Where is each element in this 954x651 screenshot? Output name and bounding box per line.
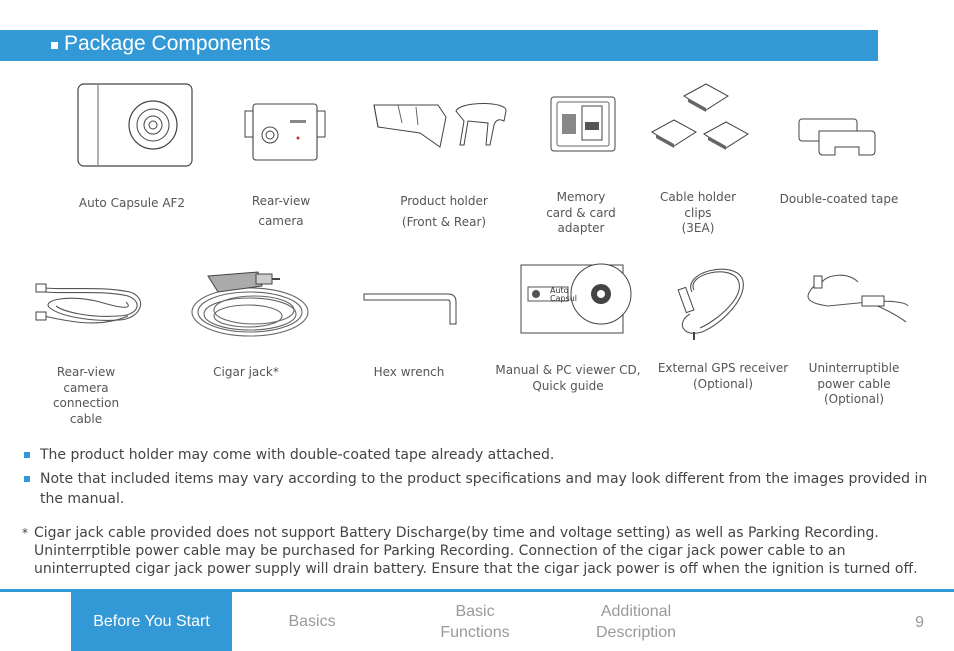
caption-line: adapter bbox=[557, 221, 605, 235]
gps-caption bbox=[652, 361, 794, 392]
notes-list bbox=[24, 445, 934, 513]
manual-cover-line: Capsul bbox=[550, 294, 578, 303]
caption-line: Memory bbox=[556, 190, 606, 204]
caption-line: External GPS receiver bbox=[657, 361, 789, 375]
tab-basics[interactable] bbox=[252, 592, 372, 651]
caption-line: camera bbox=[258, 214, 304, 228]
power-cable-image bbox=[788, 262, 912, 330]
caption-line: Uninterruptible bbox=[808, 361, 900, 375]
hex-wrench-image bbox=[362, 290, 462, 330]
caption-line: card & card bbox=[546, 205, 616, 220]
tape-caption: Double-coated tape bbox=[779, 192, 899, 206]
cigar-jack-caption: Cigar jack* bbox=[213, 365, 279, 379]
caption-line: (Optional) bbox=[692, 376, 754, 391]
caption-line: Manual & PC viewer CD, bbox=[495, 363, 641, 377]
tab-basic-functions[interactable] bbox=[410, 592, 540, 651]
caption-line: Cable holder bbox=[659, 190, 737, 204]
manual-cd-image bbox=[520, 264, 624, 338]
cigar-jack-image bbox=[188, 266, 314, 350]
caption-line: (Optional) bbox=[823, 392, 885, 406]
power-cable-caption bbox=[796, 361, 912, 408]
caption-line: (3EA) bbox=[681, 221, 715, 235]
manual-cover-label bbox=[550, 287, 577, 303]
rear-cable-image bbox=[30, 272, 146, 342]
gps-image bbox=[672, 262, 748, 346]
tab-label: Basics bbox=[288, 613, 336, 630]
auto-capsule-image bbox=[77, 83, 193, 171]
cable-clips-image bbox=[648, 82, 766, 158]
rear-camera-image bbox=[244, 103, 326, 165]
memory-card-image bbox=[550, 96, 616, 156]
caption-line: (Front & Rear) bbox=[401, 215, 487, 229]
auto-capsule-caption: Auto Capsule AF2 bbox=[78, 196, 186, 210]
bullet-square bbox=[24, 452, 30, 458]
bullet-square bbox=[24, 476, 30, 482]
caption-line: cable bbox=[69, 411, 103, 426]
tab-before-you-start[interactable] bbox=[71, 592, 232, 651]
rear-camera-caption bbox=[236, 191, 326, 231]
tab-label: Basic bbox=[455, 602, 495, 620]
list-item bbox=[24, 469, 934, 509]
footnote-text: Cigar jack cable provided does not support Battery Discharge(by time and voltage setting) as well as Parking Recording. Uninterrptible power cable may be purchased for Parking Recording. Connection of the cigar jack power cable to an uninterrupted cigar jack power supply will drain battery. Ensure that the cigar jack power is off when the ignition is turned off. bbox=[34, 525, 918, 577]
caption-line: camera bbox=[63, 380, 109, 395]
page-title: Package Components bbox=[64, 32, 271, 55]
caption-line: connection bbox=[52, 396, 120, 410]
caption-line: power cable bbox=[817, 376, 891, 391]
caption-line: Product holder bbox=[400, 194, 488, 208]
list-item bbox=[24, 445, 934, 465]
caption-line: clips bbox=[684, 205, 712, 220]
tab-label: Additional bbox=[600, 602, 672, 620]
tab-label: Description bbox=[595, 623, 677, 641]
tab-additional-description[interactable] bbox=[566, 592, 706, 651]
tape-image bbox=[797, 117, 877, 161]
cable-clips-caption bbox=[650, 190, 746, 237]
product-holder-caption bbox=[384, 191, 504, 233]
caption-line: Rear-view bbox=[251, 194, 311, 208]
hex-wrench-caption: Hex wrench bbox=[373, 365, 445, 379]
caption-line: Rear-view bbox=[56, 365, 116, 379]
tab-label: Before You Start bbox=[93, 613, 210, 630]
tab-label: Functions bbox=[440, 623, 510, 641]
manual-cd-caption bbox=[492, 363, 644, 394]
page-number: 9 bbox=[915, 614, 924, 631]
product-holder-image bbox=[368, 99, 514, 158]
footer-nav bbox=[0, 589, 954, 651]
caption-line: Quick guide bbox=[532, 378, 604, 393]
footnote-marker: * bbox=[22, 526, 28, 540]
note-text: The product holder may come with double-coated tape already attached. bbox=[40, 447, 555, 463]
header-bullet bbox=[51, 42, 58, 49]
note-text: Note that included items may vary according to the product specifications and may look different from the images provided in the manual. bbox=[40, 471, 928, 507]
rear-cable-caption bbox=[40, 365, 132, 427]
manual-cover-line: Auto bbox=[550, 286, 569, 295]
footnote bbox=[22, 524, 942, 578]
section-header-bar bbox=[0, 30, 878, 61]
memory-card-caption bbox=[540, 190, 622, 237]
